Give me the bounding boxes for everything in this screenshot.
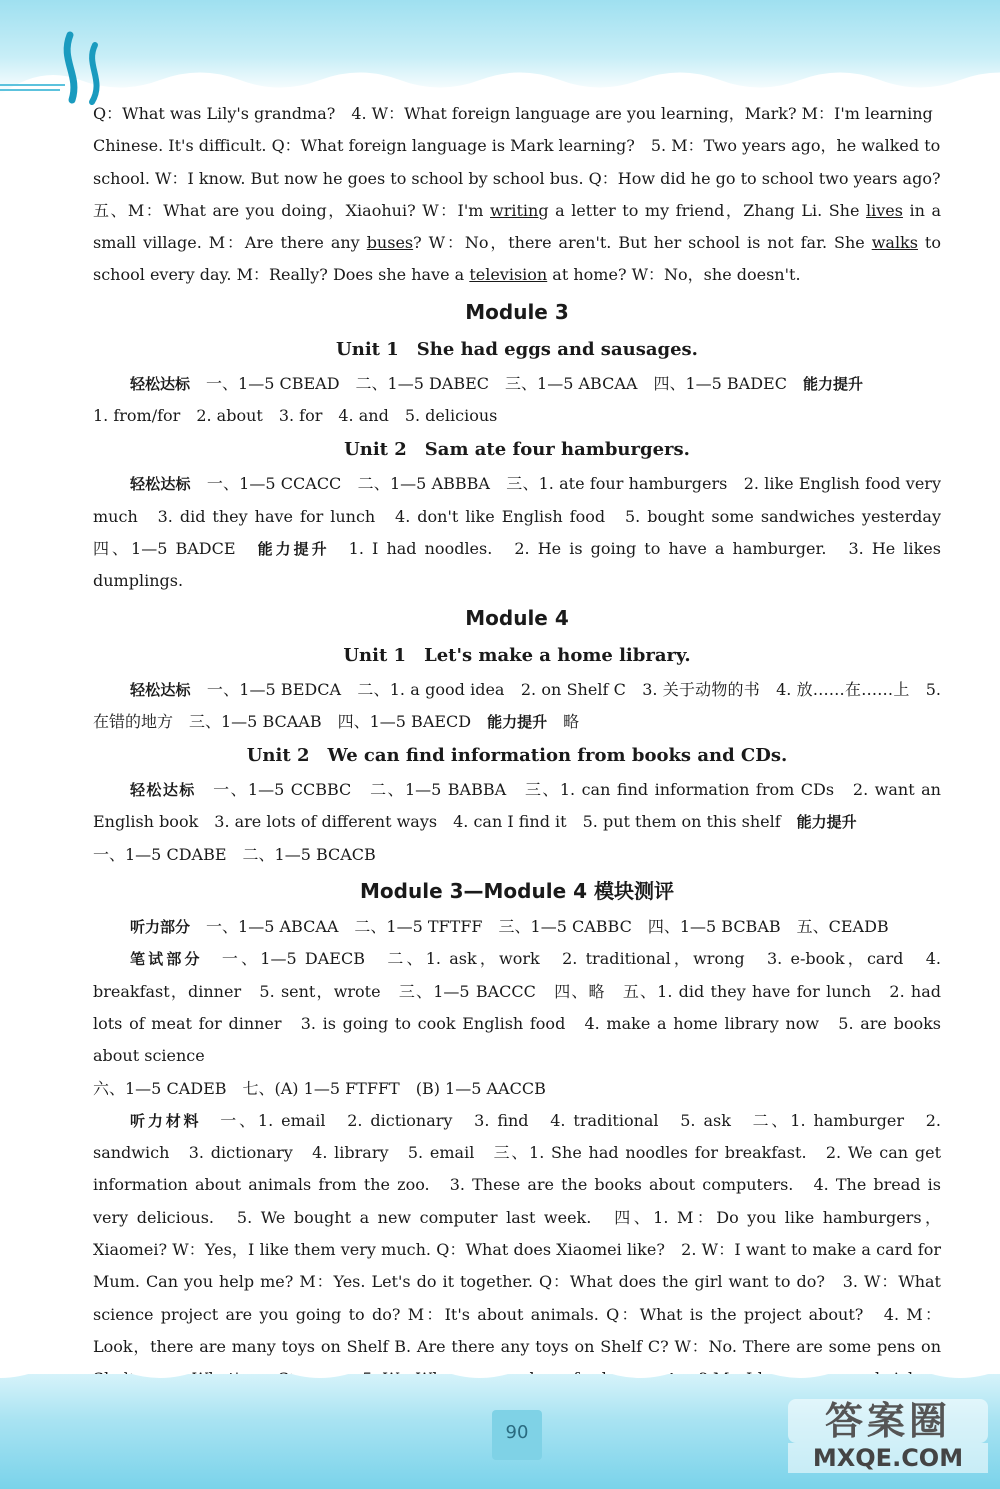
text-run: a letter to my friend，Zhang Li. She (548, 200, 866, 220)
module-title: Module 4 (465, 605, 569, 630)
watermark-text: 答案圈 (788, 1399, 988, 1443)
section-label: 能力提升 (487, 712, 548, 731)
unit-answers: 一、1—5 CDABE 二、1—5 BCACB (93, 844, 376, 864)
test-title: Module 3—Module 4 模块测评 (360, 879, 674, 904)
underlined-answer: writing (490, 200, 549, 220)
section-label: 能力提升 (257, 539, 330, 558)
text-run: in a small village. M：Are there any (93, 200, 942, 253)
answer-content (93, 98, 958, 1428)
text-run: at home? W：No，she doesn't. (547, 265, 801, 285)
underlined-answer: television (469, 265, 548, 285)
text-run: 五、M：What are you doing，Xiaohui? W：I'm (93, 200, 490, 220)
section-label: 听力材料 (130, 1111, 202, 1130)
wave-decor-icon (0, 1356, 1000, 1386)
unit-answers (93, 468, 958, 597)
underlined-answer: buses (366, 233, 414, 253)
text-run: 一、1—5 CCACC 二、1—5 ABBBA 三、1. ate four hamburgers 2. like English food very much 3. did they have for lunch 4. don't like English food 5. bought some sandwiches yesterday 四、1—5 BADCE (93, 474, 958, 558)
written-answers: 六、1—5 CADEB 七、(A) 1—5 FTFFT (B) 1—5 AACCB (93, 1078, 546, 1098)
listening-answers (93, 911, 941, 943)
text-run: 一、1—5 CCBBC 二、1—5 BABBA 三、1. can find information from CDs 2. want an English book 3. are lots of different ways 4. can I find it 5. put them on this shelf (93, 780, 941, 832)
section5-paragraph (93, 195, 941, 292)
unit-answers (93, 674, 941, 739)
watermark-logo (788, 1399, 988, 1479)
module-title: Module 3 (465, 299, 569, 324)
text-run: ? W：No，there aren't. But her school is not far. She (413, 233, 872, 253)
text-run: 一、1—5 BEDCA 二、1. a good idea 2. on Shelf C 3. 关于动物的书 4. 放……在……上 5. 在错的地方 三、1—5 BCAAB 四、1—5 BAECD (93, 679, 941, 731)
unit-answers: 1. from/for 2. about 3. for 4. and 5. delicious (93, 406, 498, 426)
text-run: 1. I had noodles. 2. He is going to have a hamburger. 3. He likes dumplings. (93, 538, 941, 591)
text-run: 一、1—5 ABCAA 二、1—5 TFTFF 三、1—5 CABBC 四、1—5 BCBAB 五、CEADB (190, 917, 889, 937)
watermark-url: MXQE.COM (788, 1443, 988, 1473)
section-label: 能力提升 (796, 813, 857, 832)
section-label: 笔试部分 (130, 950, 203, 969)
underlined-answer: walks (871, 233, 918, 253)
unit-answers (93, 368, 941, 400)
underlined-answer: lives (866, 200, 903, 220)
section-label: 轻松达标 (130, 680, 191, 699)
text-run: 略 (547, 711, 580, 731)
unit-title: Unit 2 We can find information from books and CDs. (246, 745, 788, 767)
listening-tail-line: Chinese. It's difficult. Q：What foreign language is Mark learning? 5. M：Two years ago，he walked to (93, 136, 941, 156)
top-decor-band (0, 0, 1000, 95)
text-run: 一、1—5 DAECB 二、1. ask，work 2. traditional，wrong 3. e-book，card 4. breakfast，dinner 5. sent，wrote 三、1—5 BACCC 四、略 五、1. did they have for lunch 2. had lots of meat for dinner 3. is going to cook English food 4. make a home library now 5. are books about science (93, 949, 941, 1066)
section-label: 轻松达标 (130, 374, 191, 393)
written-answers (93, 943, 941, 1072)
page-number: 90 (492, 1410, 542, 1460)
listening-tail-line: school. W：I know. But now he goes to school by school bus. Q：How did he go to school two years ago? (93, 168, 941, 188)
wave-decor-icon (0, 65, 1000, 95)
section-label: 听力部分 (130, 918, 191, 937)
text-run: 一、1. email 2. dictionary 3. find 4. traditional 5. ask 二、1. hamburger 2. sandwich 3. dictionary 4. library 5. email 三、1. She had noodles for breakfast. 2. We can get information about animals from the zoo. 3. These are the books about computers. 4. The bread is very delicious. 5. We bought a new computer last week. 四、1. M：Do you like hamburgers，Xiaomei? W：Yes，I like them very much. Q：What does Xiaomei like? 2. W：I want to make a card for Mum. Can you help me? M：Yes. Let's do it together. Q：What does the girl want to do? 3. W：What science project are you going to do? M：It's about animals. Q：What is the project about? 4. M：Look，there are many toys on Shelf B. Are there any toys on Shelf C? W：No. There are some pens on (93, 1110, 941, 1356)
unit-title: Unit 2 Sam ate four hamburgers. (344, 439, 690, 461)
unit-answers (93, 774, 941, 839)
section-label: 轻松达标 (130, 475, 191, 494)
text-run: to school every day. M：Really? Does she have a (93, 233, 941, 285)
section-label: 轻松达标 (130, 781, 196, 800)
unit-title: Unit 1 Let's make a home library. (343, 644, 691, 666)
text-run: 一、1—5 CBEAD 二、1—5 DABEC 三、1—5 ABCAA 四、1—5 BADEC (190, 373, 803, 393)
unit-title: Unit 1 She had eggs and sausages. (336, 338, 698, 360)
section-label: 能力提升 (802, 374, 863, 393)
listening-tail-line: Q：What was Lily's grandma? 4. W：What foreign language are you learning，Mark? M：I'm learning (93, 104, 933, 123)
